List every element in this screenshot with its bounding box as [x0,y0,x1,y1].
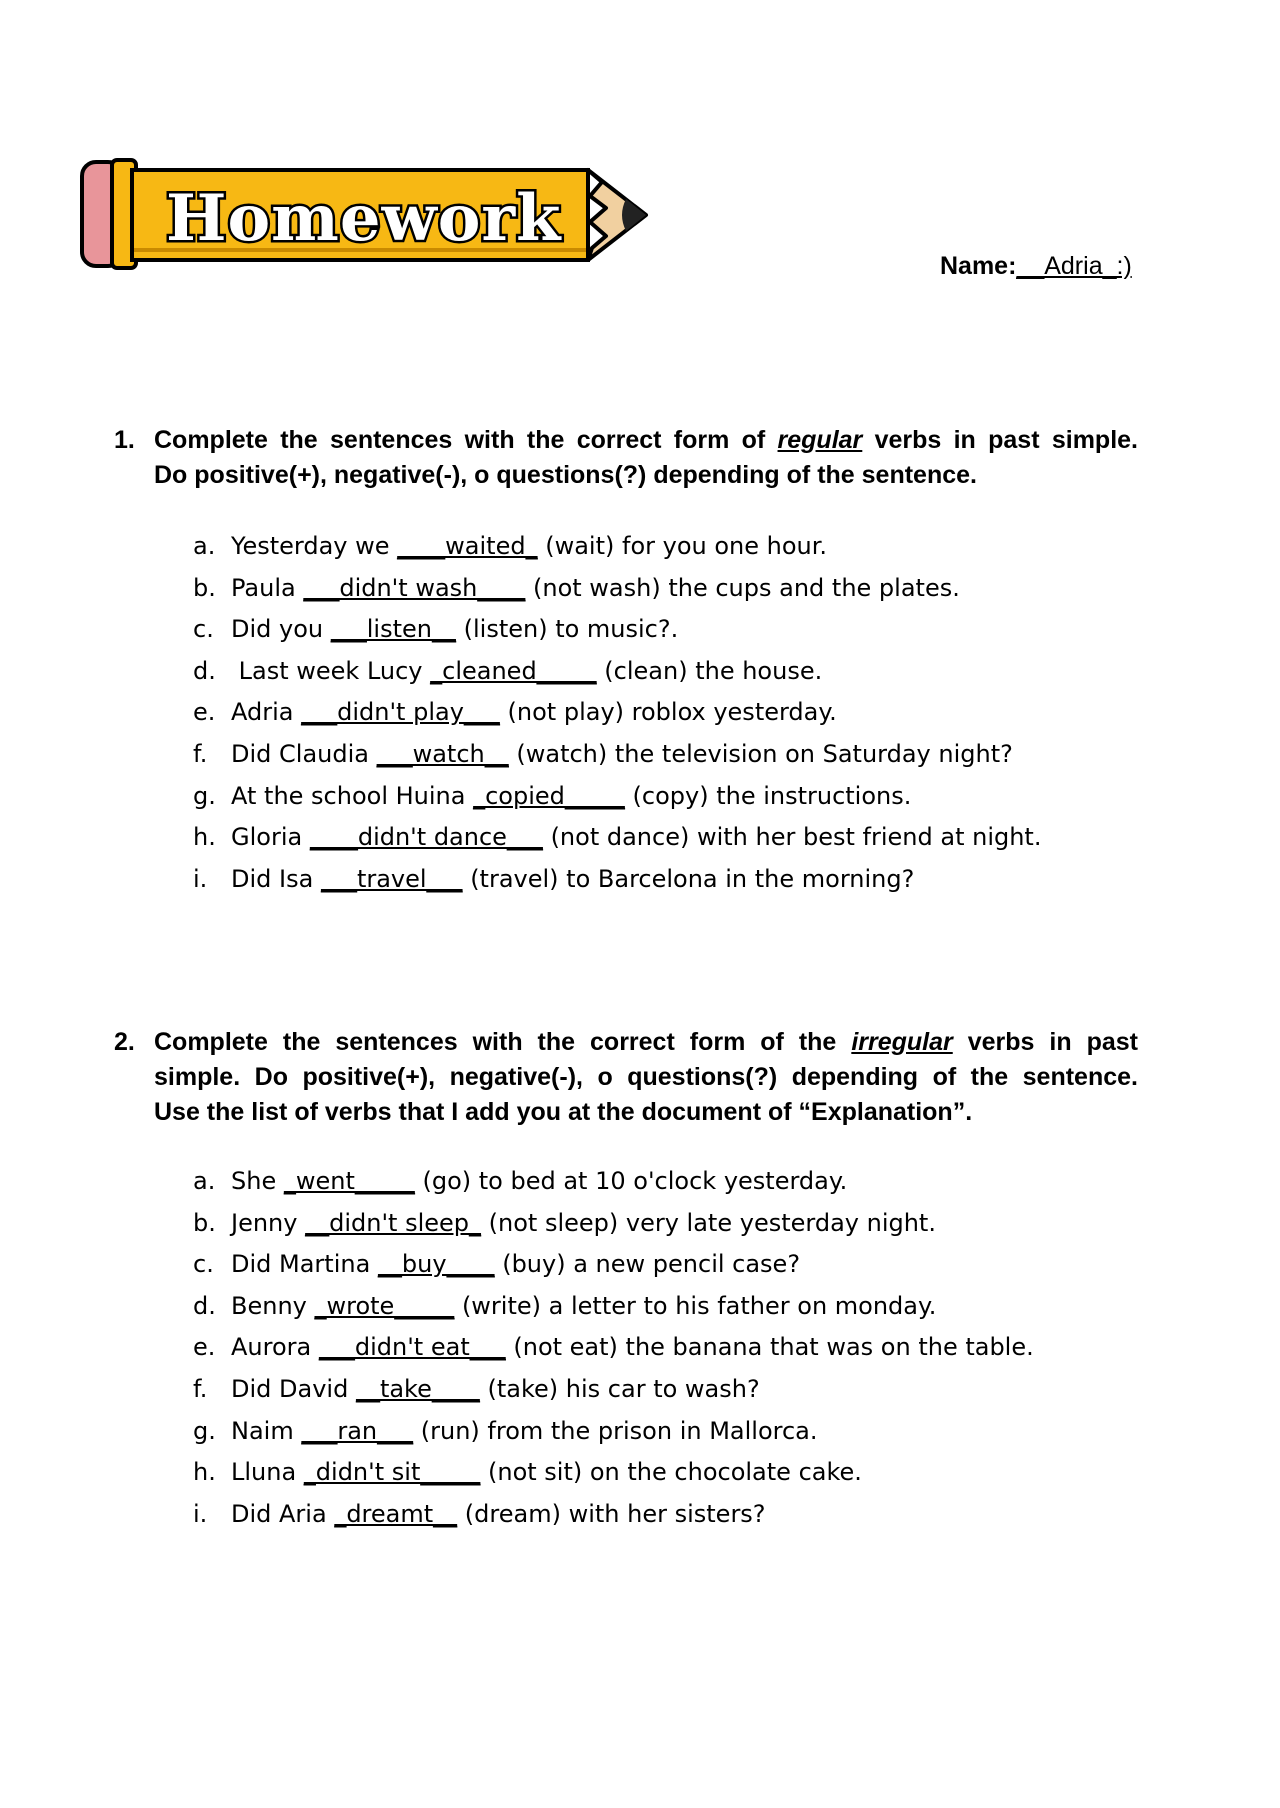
item-text-after: (wait) for you one hour. [537,532,828,560]
item-text-after: (copy) the instructions. [624,781,912,810]
exercise-1-instruction-line-1: Complete the sentences with the correct form of regular verbs in past simple. [154,426,1138,454]
item-letter: h. [193,823,216,852]
regular-keyword: regular [777,426,863,454]
item-text-after: (listen) to music?. [455,615,679,644]
item-text-before: Did you [231,615,331,644]
item-text-before: Aurora [231,1333,319,1362]
item-text-before: Gloria [231,823,310,852]
item-text-after: (buy) a new pencil case? [494,1250,801,1279]
item-letter: g. [193,1416,216,1445]
item-answer-blank[interactable]: ___listen__ [330,615,456,644]
item-letter: b. [193,573,216,602]
item-text-after: (take) his car to wash? [479,1374,760,1403]
exercise2-item [193,1161,1034,1203]
item-answer-blank[interactable]: ___didn't wash____ [303,573,526,602]
item-text-after: (not play) roblox yesterday. [499,698,837,727]
item-text-after: (not wash) the cups and the plates. [525,573,960,602]
exercise-2-items [193,1161,1034,1535]
item-text-before: Benny [231,1291,315,1320]
item-text-after: (watch) the television on Saturday night? [508,739,1013,768]
item-answer-blank[interactable]: __didn't sleep_ [305,1208,482,1237]
item-text-before: Paula [231,573,304,602]
item-answer-blank[interactable]: ___travel___ [320,864,463,893]
item-letter: f. [193,739,208,768]
item-text-after: (not sleep) very late yesterday night. [481,1208,936,1237]
student-name-line [940,252,1132,281]
item-answer-blank[interactable]: ____didn't dance___ [309,823,543,852]
item-text-before: Lluna [231,1458,304,1487]
exercise1-item [193,651,1041,693]
item-answer-blank[interactable]: _dreamt__ [334,1499,458,1528]
item-text-before: Adria [231,698,302,727]
irregular-keyword: irregular [851,1028,953,1056]
item-answer-blank[interactable]: ___didn't eat___ [318,1333,506,1362]
item-letter: e. [193,698,216,727]
item-letter: c. [193,1250,214,1279]
item-text-before: Did Isa [231,864,321,893]
exercise1-item [193,526,1041,568]
exercise2-item [193,1494,1034,1536]
item-answer-blank[interactable]: _went_____ [283,1167,415,1195]
item-answer-blank[interactable]: _wrote_____ [314,1291,455,1320]
item-letter: a. [193,532,216,560]
item-text-after: (not sit) on the chocolate cake. [480,1458,862,1487]
item-text-after: (not eat) the banana that was on the table. [505,1333,1034,1362]
homework-title: Homework [166,181,562,256]
item-letter: f. [193,1374,208,1403]
item-answer-blank[interactable]: _cleaned_____ [430,656,597,685]
homework-pencil-logo [78,156,650,276]
item-text-before: Did Martina [231,1250,378,1279]
exercise-1-instruction [114,423,1138,493]
item-letter: a. [193,1167,216,1195]
item-answer-blank[interactable]: ___watch__ [376,739,509,768]
exercise2-item [193,1369,1034,1411]
item-text-before: Did Claudia [231,739,377,768]
exercise2-item [193,1286,1034,1328]
exercise2-item [193,1327,1034,1369]
item-text-before: Yesterday we [231,532,398,560]
item-letter: b. [193,1208,216,1237]
item-answer-blank[interactable]: _didn't sit_____ [303,1458,481,1487]
item-letter: e. [193,1333,216,1362]
exercise1-item [193,859,1041,901]
exercise2-item [193,1411,1034,1453]
item-text-before: Did Aria [231,1499,335,1528]
item-text-after: (write) a letter to his father on monday. [454,1291,937,1320]
item-letter: d. [193,656,216,685]
exercise-2-instruction-line-2: simple. Do positive(+), negative(-), o questions(?) depending of the sentence. [154,1063,1138,1091]
item-answer-blank[interactable]: ___didn't play___ [301,698,500,727]
item-letter: c. [193,615,214,644]
exercise2-item [193,1244,1034,1286]
exercise1-item [193,568,1041,610]
item-letter: g. [193,781,216,810]
exercise-2-number: 2. [114,1028,135,1056]
item-text-before: Jenny [231,1208,306,1237]
item-letter: d. [193,1291,216,1320]
exercise-1-items [193,526,1041,900]
exercise1-item [193,776,1041,818]
item-text-after: (run) from the prison in Mallorca. [413,1416,818,1445]
item-text-after: (not dance) with her best friend at night. [542,823,1042,852]
item-letter: i. [193,864,208,893]
exercise-1-instruction-line-2: Do positive(+), negative(-), o questions(?) depending of the sentence. [154,461,977,489]
item-text-after: (clean) the house. [596,656,823,685]
exercise2-item [193,1452,1034,1494]
exercise1-item [193,609,1041,651]
item-text-before: At the school Huina [231,781,474,810]
exercise1-item [193,734,1041,776]
exercise1-item [193,817,1041,859]
item-text-after: (dream) with her sisters? [457,1499,766,1528]
item-letter: h. [193,1458,216,1487]
item-letter: i. [193,1499,208,1528]
item-text-before: Naim [231,1416,302,1445]
name-label: Name: [940,252,1017,280]
item-text-after: (go) to bed at 10 o'clock yesterday. [414,1167,848,1195]
item-answer-blank[interactable]: __buy____ [377,1250,495,1279]
exercise-1-number: 1. [114,426,135,454]
item-answer-blank[interactable]: __take____ [355,1374,480,1403]
exercise-2-instruction-line-1: Complete the sentences with the correct form of the irregular verbs in past [154,1028,1138,1056]
exercise-2-instruction [114,1025,1138,1130]
exercise2-item [193,1203,1034,1245]
item-text-after: (travel) to Barcelona in the morning? [462,864,915,893]
item-answer-blank[interactable]: ___ran___ [301,1416,414,1445]
exercise-2-instruction-line-3: Use the list of verbs that I add you at the document of “Explanation”. [154,1098,973,1126]
item-text-before: Last week Lucy [231,656,431,685]
item-text-before: She [231,1167,284,1195]
exercise1-item [193,692,1041,734]
item-text-before: Did David [231,1374,356,1403]
item-answer-blank[interactable]: ____waited_ [397,532,538,560]
name-value: __Adria_:) [1016,252,1132,280]
item-answer-blank[interactable]: _copied_____ [473,781,625,810]
